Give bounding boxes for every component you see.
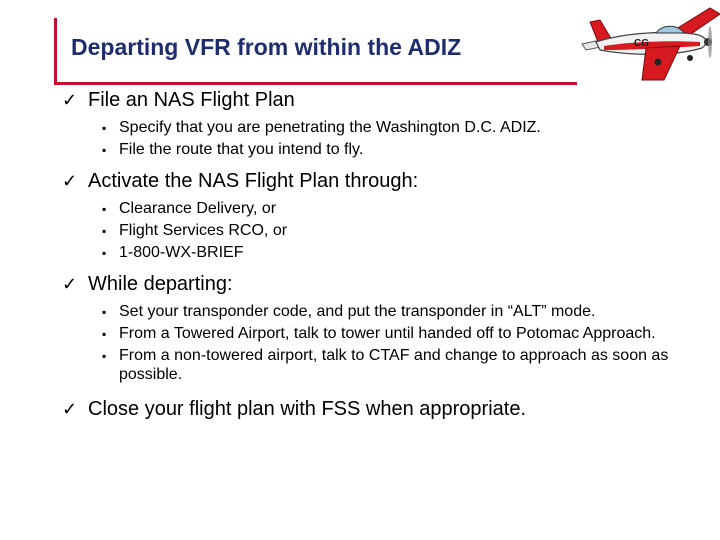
square-bullet-icon: ▪: [102, 305, 107, 319]
sub-bullet-text: Specify that you are penetrating the Washington D.C. ADIZ.: [119, 119, 541, 136]
sub-bullet: [60, 243, 710, 262]
sub-bullet-text: 1-800-WX-BRIEF: [119, 244, 244, 261]
sub-bullet: [60, 346, 710, 384]
plane-registration-text: CG: [634, 38, 649, 49]
bullet-text: Close your flight plan with FSS when appropriate.: [88, 398, 527, 420]
square-bullet-icon: ▪: [102, 143, 107, 157]
square-bullet-icon: ▪: [102, 202, 107, 216]
sub-bullet-text: From a non-towered airport, talk to CTAF and change to approach as soon as possible.: [119, 347, 669, 383]
sub-bullet-text: From a Towered Airport, talk to tower until handed off to Potomac Approach.: [119, 325, 656, 342]
sub-bullet: [60, 118, 710, 137]
check-mark-icon: ✓: [62, 90, 78, 110]
square-bullet-icon: ▪: [102, 246, 107, 260]
square-bullet-icon: ▪: [102, 224, 107, 238]
bullet-file-flight-plan: [60, 88, 710, 113]
sub-bullet: [60, 221, 710, 240]
sub-bullet-text: Flight Services RCO, or: [119, 222, 288, 239]
slide-title: Departing VFR from within the ADIZ: [71, 34, 462, 60]
square-bullet-icon: ▪: [102, 349, 107, 363]
sub-bullet: [60, 324, 710, 343]
check-mark-icon: ✓: [62, 274, 78, 294]
sub-bullet: [60, 140, 710, 159]
bullet-close-flight-plan: [60, 397, 710, 422]
sub-bullet-text: Clearance Delivery, or: [119, 200, 277, 217]
check-mark-icon: ✓: [62, 171, 78, 191]
bullet-activate-flight-plan: [60, 169, 710, 194]
airplane-illustration: [560, 0, 720, 82]
sub-bullet-text: Set your transponder code, and put the transponder in “ALT” mode.: [119, 303, 596, 320]
square-bullet-icon: ▪: [102, 121, 107, 135]
bullet-text: File an NAS Flight Plan: [88, 89, 295, 111]
bullet-text: Activate the NAS Flight Plan through:: [88, 170, 419, 192]
bullet-while-departing: [60, 272, 710, 297]
title-block: [54, 18, 577, 85]
bullet-list: [60, 88, 710, 422]
square-bullet-icon: ▪: [102, 327, 107, 341]
sub-bullet: [60, 199, 710, 218]
airplane-icon: [582, 8, 720, 80]
bullet-text: While departing:: [88, 273, 233, 295]
sub-bullet-text: File the route that you intend to fly.: [119, 141, 364, 158]
sub-bullet: [60, 302, 710, 321]
check-mark-icon: ✓: [62, 399, 78, 419]
